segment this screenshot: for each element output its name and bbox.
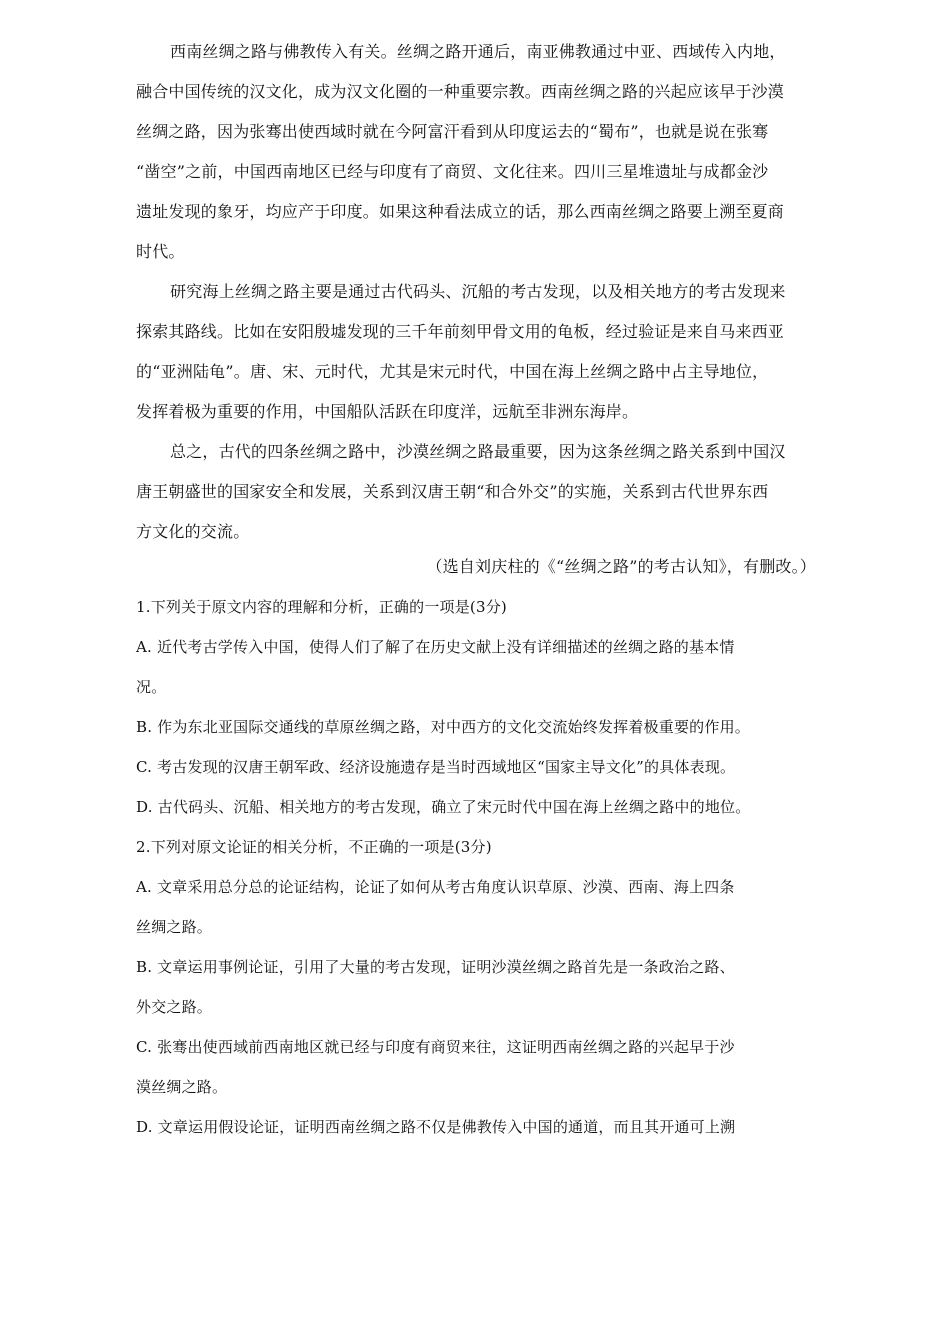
option-a: A. 近代考古学传入中国，使得人们了解了在历史文献上没有详细描述的丝绸之路的基本情 xyxy=(136,638,735,656)
option-d: D. 古代码头、沉船、相关地方的考古发现，确立了宋元时代中国在海上丝绸之路中的地位。 xyxy=(136,798,751,816)
paragraph-line: 西南丝绸之路与佛教传入有关。丝绸之路开通后，南亚佛教通过中亚、西域传入内地， xyxy=(170,42,786,61)
option-a-cont: 丝绸之路。 xyxy=(136,918,213,936)
option-b: B. 作为东北亚国际交通线的草原丝绸之路，对中西方的文化交流始终发挥着极重要的作用。 xyxy=(136,718,750,736)
source-citation: （选自刘庆柱的《“丝绸之路”的考古认知》，有删改。） xyxy=(426,557,816,576)
paragraph-line: 唐王朝盛世的国家安全和发展，关系到汉唐王朝“和合外交”的实施，关系到古代世界东西 xyxy=(136,482,769,501)
paragraph-line: 的“亚洲陆龟”。唐、宋、元时代，尤其是宋元时代，中国在海上丝绸之路中占主导地位， xyxy=(136,362,769,381)
paragraph-line: 发挥着极为重要的作用，中国船队活跃在印度洋，远航至非洲东海岸。 xyxy=(136,402,639,421)
option-c-cont: 漠丝绸之路。 xyxy=(136,1078,228,1096)
paragraph-line: “凿空”之前，中国西南地区已经与印度有了商贸、文化往来。四川三星堆遗址与成都金沙 xyxy=(136,162,769,181)
option-a: A. 文章采用总分总的论证结构，论证了如何从考古角度认识草原、沙漠、西南、海上四条 xyxy=(136,878,735,896)
option-a-cont: 况。 xyxy=(136,678,167,696)
question-stem: 1.下列关于原文内容的理解和分析，正确的一项是(3分) xyxy=(136,598,507,616)
paragraph-line: 遗址发现的象牙，均应产于印度。如果这种看法成立的话，那么西南丝绸之路要上溯至夏商 xyxy=(136,202,785,221)
paragraph-line: 时代。 xyxy=(136,242,185,261)
paragraph-line: 研究海上丝绸之路主要是通过古代码头、沉船的考古发现，以及相关地方的考古发现来 xyxy=(170,282,786,301)
question-stem: 2.下列对原文论证的相关分析，不正确的一项是(3分) xyxy=(136,838,492,856)
option-b: B. 文章运用事例论证，引用了大量的考古发现，证明沙漠丝绸之路首先是一条政治之路、 xyxy=(136,958,735,976)
option-b-cont: 外交之路。 xyxy=(136,998,213,1016)
paragraph-line: 探索其路线。比如在安阳殷墟发现的三千年前刻甲骨文用的龟板，经过验证是来自马来西亚 xyxy=(136,322,785,341)
paragraph-line: 总之，古代的四条丝绸之路中，沙漠丝绸之路最重要，因为这条丝绸之路关系到中国汉 xyxy=(170,442,786,461)
paragraph-line: 方文化的交流。 xyxy=(136,522,250,541)
paragraph-line: 丝绸之路，因为张骞出使西域时就在今阿富汗看到从印度运去的“蜀布”，也就是说在张骞 xyxy=(136,122,769,141)
paragraph-line: 融合中国传统的汉文化，成为汉文化圈的一种重要宗教。西南丝绸之路的兴起应该早于沙漠 xyxy=(136,82,785,101)
option-c: C. 张骞出使西域前西南地区就已经与印度有商贸来往，这证明西南丝绸之路的兴起早于沙 xyxy=(136,1038,735,1056)
option-c: C. 考古发现的汉唐王朝军政、经济设施遗存是当时西域地区“国家主导文化”的具体表现。 xyxy=(136,758,736,776)
option-d: D. 文章运用假设论证，证明西南丝绸之路不仅是佛教传入中国的通道，而且其开通可上溯 xyxy=(136,1118,736,1136)
